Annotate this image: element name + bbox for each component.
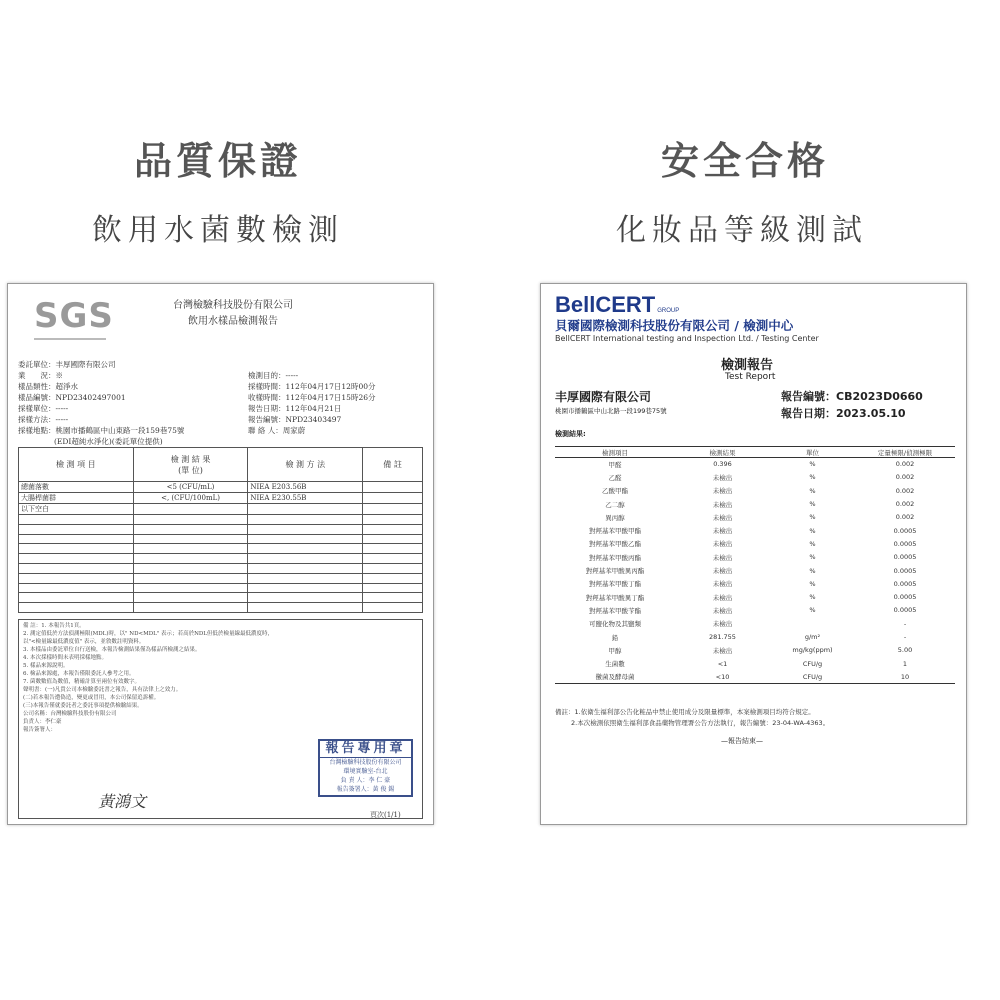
client-address: 桃園市播鶴區中山北路一段199巷75號 <box>555 407 667 415</box>
sgs-report-document <box>7 283 434 825</box>
info-line: 採樣方法：----- <box>18 415 69 424</box>
table-cell: CFU/g <box>802 659 823 668</box>
table-cell <box>363 573 423 583</box>
table-cell <box>770 617 855 630</box>
table-cell: % <box>809 460 816 469</box>
table-row <box>555 604 955 617</box>
table-cell <box>248 573 363 583</box>
table-row <box>19 593 423 603</box>
table-row <box>555 551 955 564</box>
table-cell: % <box>809 513 816 522</box>
table-cell <box>133 504 248 515</box>
table-cell: 0.002 <box>895 460 915 469</box>
table-cell <box>363 515 423 525</box>
table-cell: % <box>809 593 816 602</box>
table-row <box>19 515 423 525</box>
note-line: 報告簽署人： <box>23 727 57 733</box>
table-cell <box>19 563 134 573</box>
table-cell: % <box>809 566 816 575</box>
table-row <box>555 497 955 510</box>
table-row <box>19 544 423 554</box>
table-cell: 對羥基苯甲酸丁酯 <box>589 580 641 589</box>
right-subheading: 化妝品等級測試 <box>616 213 868 248</box>
table-cell <box>133 603 248 613</box>
table-cell: <, (CFU/100mL) <box>133 493 248 504</box>
table-cell <box>248 504 363 515</box>
table-cell <box>363 493 423 504</box>
table-cell <box>19 515 134 525</box>
table-cell: 生菌數 <box>605 660 625 669</box>
note-line: 聲明書：(一)凡貴公司本檢驗委託書之報告，具有法律上之效力。 <box>23 687 182 693</box>
table-cell <box>133 515 248 525</box>
table-row <box>555 564 955 577</box>
info-line: 業 況：※ <box>18 371 63 380</box>
table-cell <box>363 554 423 564</box>
table-cell <box>133 554 248 564</box>
table-cell <box>363 534 423 544</box>
table-cell: 1 <box>902 659 908 668</box>
table-cell: 0.0005 <box>893 566 917 575</box>
note-line: 2. 測定值低於方法偵測極限(MDL)時，以" ND<MDL" 表示；若高於NDL但低於檢量線最低濃度時， <box>23 631 273 637</box>
report-title: 檢測報告 <box>721 358 774 373</box>
table-cell: 未檢出 <box>712 500 733 509</box>
table-header: 檢 測 方 法 <box>248 448 363 482</box>
table-row <box>19 504 423 515</box>
table-row <box>19 583 423 593</box>
table-cell: % <box>809 486 816 495</box>
note-line: 以"<檢量線最低濃度值" 表示，並敘數註明資料。 <box>23 639 145 645</box>
note-line: 備 註：1. 本報告共1頁。 <box>23 623 85 629</box>
table-row <box>19 554 423 564</box>
table-cell <box>133 544 248 554</box>
table-cell: 鉛 <box>611 633 619 642</box>
table-cell: 0.396 <box>713 460 732 469</box>
table-cell: 未檢出 <box>712 487 733 496</box>
table-cell: 對羥基苯甲酸異丙酯 <box>585 567 645 576</box>
stamp-line: 台灣檢驗科技股份有限公司 <box>329 759 402 766</box>
table-cell <box>363 563 423 573</box>
table-cell: 0.002 <box>895 473 915 482</box>
note-line: 5. 樣品來源說明。 <box>23 663 69 669</box>
table-cell: % <box>809 500 816 509</box>
table-header: 檢 測 結 果 (單 位) <box>133 448 248 482</box>
table-cell <box>248 554 363 564</box>
report-stamp <box>318 739 413 797</box>
note-line: 6. 檢品來源處，本報告僅限委託人參考之用。 <box>23 671 135 677</box>
info-line: 樣品類性：超淨水 <box>18 382 78 391</box>
table-cell: 0.0005 <box>893 526 917 535</box>
table-cell: <5 (CFU/mL) <box>133 482 248 493</box>
table-row <box>555 644 955 657</box>
table-cell: g/m² <box>804 633 821 641</box>
table-cell: 未檢出 <box>712 593 733 602</box>
table-cell: % <box>809 579 816 588</box>
page-number: 頁次(1/1) <box>370 811 401 819</box>
table-cell: 未檢出 <box>712 580 733 589</box>
table-cell <box>363 482 423 493</box>
info-line: 報告日期：112年04月21日 <box>248 404 342 413</box>
table-cell: 對羥基苯甲酸異丁酯 <box>585 593 645 602</box>
table-cell <box>133 593 248 603</box>
bellcert-results-table <box>555 446 955 684</box>
bell-note: 備註：1.依衛生福利部公告化粧品中禁止使用成分及限量標準，本案檢測項目均符合規定。 <box>555 708 815 716</box>
table-cell <box>19 544 134 554</box>
table-header: 定量極限/偵測極限 <box>855 447 955 458</box>
table-cell: 甲醇 <box>608 646 622 655</box>
table-cell: 10 <box>855 670 955 683</box>
table-cell: 0.0005 <box>893 606 917 615</box>
table-cell <box>363 544 423 554</box>
table-cell <box>133 583 248 593</box>
table-row <box>555 471 955 484</box>
table-row <box>19 524 423 534</box>
table-cell: 0.0005 <box>893 579 917 588</box>
table-cell: 5.00 <box>897 646 913 655</box>
table-cell: mg/kg(ppm) <box>792 646 833 655</box>
table-row <box>555 484 955 497</box>
table-cell: NIEA E230.55B <box>248 493 363 504</box>
bell-note: 2.本次檢測依照衛生福利部食品藥物管理署公告方法執行，報告編號：23-04-WA-4363。 <box>571 719 830 727</box>
table-row <box>19 563 423 573</box>
table-cell: 總菌落數 <box>19 482 134 493</box>
table-cell: 乙醛 <box>608 473 622 482</box>
report-title-en: Test Report <box>725 372 776 382</box>
left-heading: 品質保證 <box>133 139 302 183</box>
table-cell: 0.0005 <box>893 593 917 602</box>
table-cell <box>133 563 248 573</box>
table-cell <box>19 534 134 544</box>
table-cell <box>248 563 363 573</box>
bellcert-logo <box>555 292 679 318</box>
table-cell <box>248 593 363 603</box>
table-cell: - <box>903 619 907 628</box>
table-header: 檢測結果 <box>675 447 770 458</box>
stamp-line: 負 責 人：李 仁 豪 <box>340 777 391 784</box>
table-cell <box>19 573 134 583</box>
info-line: 採樣單位：----- <box>18 404 69 413</box>
note-line: 3. 本樣品由委託單位自行送檢，本報告檢測結果僅為樣品所檢測之結果。 <box>23 647 201 653</box>
table-cell: 未檢出 <box>712 513 733 522</box>
table-cell: % <box>809 553 816 562</box>
table-cell: % <box>809 539 816 548</box>
info-line: (EDI超純水淨化)(委託單位提供) <box>54 437 163 446</box>
table-cell: 281.755 <box>709 633 736 641</box>
table-row <box>555 630 955 643</box>
note-line: 負責人：李仁豪 <box>23 719 62 725</box>
info-line: 聯 絡 人：周家蔚 <box>248 426 306 435</box>
table-row <box>19 603 423 613</box>
sgs-results-table <box>18 447 423 613</box>
table-cell: 0.0005 <box>893 553 917 562</box>
table-row <box>555 657 955 670</box>
sgs-report-title: 飲用水樣品檢測報告 <box>188 316 278 327</box>
table-row <box>19 482 423 493</box>
table-cell: % <box>809 473 816 482</box>
table-cell <box>248 583 363 593</box>
table-cell <box>248 544 363 554</box>
results-label: 檢測結果: <box>555 430 586 438</box>
table-cell: NIEA E203.56B <box>248 482 363 493</box>
table-cell: 以下空白 <box>19 504 134 515</box>
table-cell: - <box>903 633 907 641</box>
note-line: (三)本報告僅就委託者之委託事項提供檢驗結果。 <box>23 703 143 709</box>
table-row <box>555 524 955 537</box>
table-header: 檢測項目 <box>555 447 675 458</box>
table-cell: 對羥基苯甲酸苄酯 <box>589 606 641 615</box>
table-cell <box>19 554 134 564</box>
table-cell: 0.002 <box>895 513 915 522</box>
logo-text: BellCERT <box>555 292 656 317</box>
table-cell: % <box>809 606 816 615</box>
info-line: 採樣時間：112年04月17日12時00分 <box>248 382 376 391</box>
table-cell: 對羥基苯甲酸丙酯 <box>589 553 641 562</box>
table-cell: 黴菌及酵母菌 <box>555 670 675 683</box>
table-cell <box>248 534 363 544</box>
table-cell: 未檢出 <box>712 606 733 615</box>
table-cell <box>363 583 423 593</box>
table-cell: % <box>809 526 816 535</box>
table-cell: CFU/g <box>770 670 855 683</box>
table-cell: 大腸桿菌群 <box>19 493 134 504</box>
table-row <box>19 573 423 583</box>
info-line: 收樣時間：112年04月17日15時26分 <box>248 393 376 402</box>
table-cell: 0.002 <box>895 500 915 509</box>
table-cell <box>363 524 423 534</box>
table-cell: 未檢出 <box>712 620 733 629</box>
signature: 黃鴻文 <box>98 792 147 811</box>
table-cell: 未檢出 <box>712 527 733 536</box>
table-cell: 未檢出 <box>712 553 733 562</box>
left-subheading: 飲用水菌數檢測 <box>92 213 344 248</box>
info-line: 報告編號：NPD23403497 <box>248 415 342 424</box>
report-end: —報告結束— <box>721 737 763 745</box>
sgs-info-left <box>18 359 184 447</box>
table-cell <box>133 524 248 534</box>
bellcert-report-document <box>540 283 967 825</box>
table-row <box>555 537 955 550</box>
info-line: 委託單位：丰厚國際有限公司 <box>18 360 116 369</box>
table-cell: 未檢出 <box>712 646 733 655</box>
table-cell: 對羥基苯甲酸甲酯 <box>589 527 641 536</box>
logo-suffix: GROUP <box>657 308 680 314</box>
table-cell: <10 <box>675 670 770 683</box>
table-row <box>555 617 955 630</box>
client-name: 丰厚國際有限公司 <box>555 390 652 404</box>
table-row <box>555 670 955 683</box>
table-cell: 乙二醇 <box>605 500 625 509</box>
note-line: 4. 本次採樣時間未表明採樣地點。 <box>23 655 107 661</box>
table-row <box>555 458 955 471</box>
note-line: 公司名稱：台灣檢驗科技股份有限公司 <box>23 711 117 717</box>
table-cell: <1 <box>717 659 728 668</box>
sgs-company-name: 台灣檢驗科技股份有限公司 <box>173 300 293 311</box>
stamp-line: 報告簽署人：黃 俊 錫 <box>336 786 395 793</box>
report-date: 報告日期：2023.05.10 <box>781 407 906 420</box>
table-cell <box>133 573 248 583</box>
stamp-title: 報告專用章 <box>320 741 411 758</box>
table-cell: 異丙醇 <box>605 513 625 522</box>
table-cell <box>19 583 134 593</box>
table-cell: 未檢出 <box>712 540 733 549</box>
table-cell: 乙酸甲酯 <box>602 487 628 496</box>
table-cell <box>248 515 363 525</box>
table-cell: 未檢出 <box>712 567 733 576</box>
table-cell <box>363 593 423 603</box>
stamp-line: 環境實驗室-台北 <box>343 768 388 775</box>
table-cell: 0.0005 <box>893 539 917 548</box>
note-line: (二)若本報告遭偽造，變更或冒用，本公司保留追訴權。 <box>23 695 160 701</box>
table-cell: 0.002 <box>895 486 915 495</box>
report-number: 報告編號：CB2023D0660 <box>781 390 923 403</box>
table-cell <box>19 593 134 603</box>
table-cell <box>363 603 423 613</box>
table-cell <box>248 524 363 534</box>
company-name-cn: 貝爾國際檢測科技股份有限公司 / 檢測中心 <box>555 318 794 333</box>
right-heading: 安全合格 <box>660 139 829 183</box>
table-cell: 甲醛 <box>608 460 622 469</box>
table-row <box>19 534 423 544</box>
info-line: 採樣地點：桃園市播鶴區中山東路一段159巷75號 <box>18 426 185 435</box>
sgs-logo: SGS <box>34 296 106 340</box>
table-cell <box>363 504 423 515</box>
table-header: 檢 測 項 目 <box>19 448 134 482</box>
table-row <box>555 577 955 590</box>
table-cell <box>133 534 248 544</box>
table-cell: 可鹽化物及其鹽類 <box>589 620 641 629</box>
sgs-info-right <box>248 370 376 436</box>
table-row <box>19 493 423 504</box>
table-cell <box>248 603 363 613</box>
info-line: 樣品編號：NPD23402497001 <box>18 393 126 402</box>
table-row <box>555 590 955 603</box>
table-header: 備 註 <box>363 448 423 482</box>
table-cell <box>19 603 134 613</box>
table-header: 單位 <box>770 447 855 458</box>
table-row <box>555 511 955 524</box>
table-cell: 對羥基苯甲酸乙酯 <box>589 540 641 549</box>
info-line: 檢測目的：----- <box>248 371 299 380</box>
company-name-en: BellCERT International testing and Inspection Ltd. / Testing Center <box>555 334 819 343</box>
table-cell <box>19 524 134 534</box>
table-cell: 未檢出 <box>712 473 733 482</box>
note-line: 7. 菌數數值為數值，精確計算至兩位有效數字。 <box>23 679 140 685</box>
